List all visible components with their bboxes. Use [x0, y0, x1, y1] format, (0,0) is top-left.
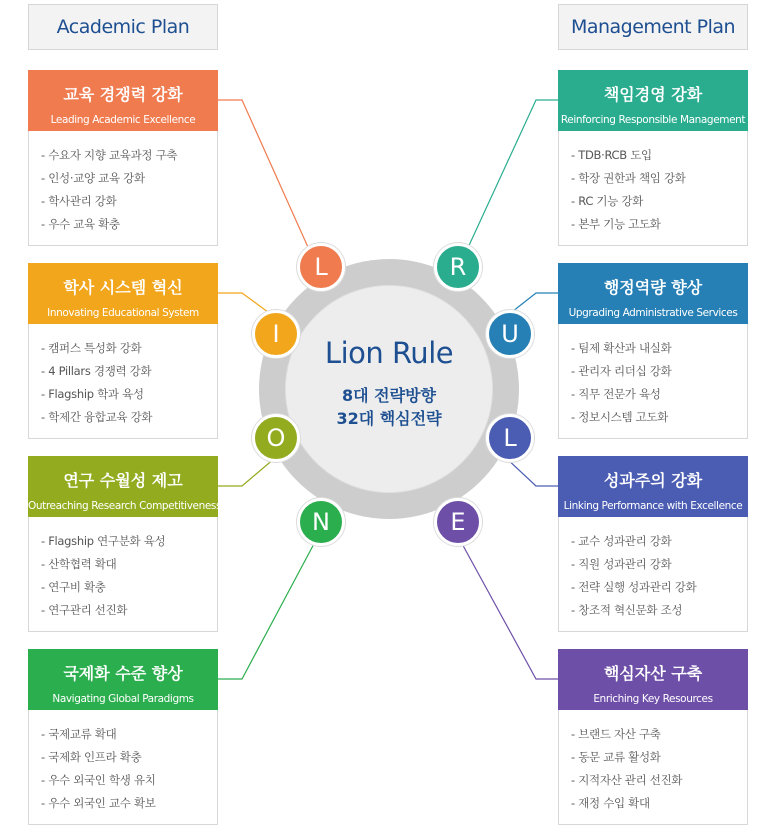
list-item: - 직원 성과관리 강화 [571, 556, 747, 579]
list-item: - 학사관리 강화 [41, 193, 217, 216]
card-title: 학사 시스템 혁신 [63, 278, 183, 297]
list-item: - 국제화 인프라 확충 [41, 749, 217, 772]
card-subtitle: Reinforcing Responsible Management [560, 114, 746, 126]
list-item: - 동문 교류 활성화 [571, 749, 747, 772]
list-item: - RC 기능 강화 [571, 193, 747, 216]
card-body [28, 131, 218, 246]
connector-r [460, 100, 558, 265]
list-item: - 우수 외국인 교수 확보 [41, 795, 217, 818]
connector-o [218, 458, 275, 486]
center-circle [285, 285, 493, 493]
card-header [28, 263, 218, 324]
card-subtitle: Upgrading Administrative Services [568, 307, 738, 319]
card-header [28, 70, 218, 131]
list-item: - 우수 교육 확충 [41, 216, 217, 239]
list-item: - 팀제 확산과 내실화 [571, 340, 747, 363]
connector-i [218, 293, 272, 315]
card-header [558, 263, 748, 324]
list-item: - 연구비 확충 [41, 579, 217, 602]
list-item: - 본부 기능 고도화 [571, 216, 747, 239]
card-header [28, 649, 218, 710]
list-item: - 전략 실행 성과관리 강화 [571, 579, 747, 602]
list-item: - 학제간 융합교육 강화 [41, 409, 217, 432]
card-leading-academic-excellence [28, 70, 218, 246]
card-upgrading-administrative-services [558, 263, 748, 439]
card-body [28, 324, 218, 439]
list-item: - 연구관리 선진화 [41, 602, 217, 625]
card-body [558, 517, 748, 632]
list-item: - 우수 외국인 학생 유치 [41, 772, 217, 795]
list-item: - 재정 수입 확대 [571, 795, 747, 818]
list-item: - TDB·RCB 도입 [571, 147, 747, 170]
card-title: 핵심자산 구축 [603, 664, 703, 683]
card-title: 성과주의 강화 [603, 471, 703, 490]
academic-plan-header: Academic Plan [28, 4, 218, 50]
card-header [558, 649, 748, 710]
center-title: Lion Rule [324, 336, 454, 370]
card-title: 책임경영 강화 [603, 85, 703, 104]
list-item: - 수요자 지향 교육과정 구축 [41, 147, 217, 170]
connector-l2 [506, 458, 558, 486]
list-item: - Flagship 연구분화 육성 [41, 533, 217, 556]
letter-i-circle: I [252, 310, 300, 358]
card-subtitle: Leading Academic Excellence [50, 114, 196, 126]
card-body [28, 517, 218, 632]
card-title: 연구 수월성 제고 [63, 471, 183, 490]
card-header [28, 456, 222, 517]
list-item: - 4 Pillars 경쟁력 강화 [41, 363, 217, 386]
list-item: - 캠퍼스 특성화 강화 [41, 340, 217, 363]
center-line-1: 8대 전략방향 [342, 386, 436, 405]
card-header [558, 456, 748, 517]
list-item: - 지적자산 관리 선진화 [571, 772, 747, 795]
card-subtitle: Enriching Key Resources [593, 693, 713, 705]
card-body [28, 710, 218, 825]
card-navigating-global-paradigms [28, 649, 218, 825]
list-item: - 브랜드 자산 구축 [571, 726, 747, 749]
card-title: 교육 경쟁력 강화 [63, 85, 183, 104]
list-item: - 교수 성과관리 강화 [571, 533, 747, 556]
list-item: - 창조적 혁신문화 조성 [571, 602, 747, 625]
list-item: - Flagship 학과 육성 [41, 386, 217, 409]
management-plan-header: Management Plan [558, 4, 748, 50]
card-body [558, 710, 748, 825]
list-item: - 국제교류 확대 [41, 726, 217, 749]
card-body [558, 131, 748, 246]
card-title: 행정역량 향상 [603, 278, 703, 297]
list-item: - 산학협력 확대 [41, 556, 217, 579]
letter-l2-circle: L [486, 414, 534, 462]
card-subtitle: Innovating Educational System [47, 307, 199, 319]
connector-n [218, 540, 316, 679]
card-enriching-key-resources [558, 649, 748, 825]
card-subtitle: Outreaching Research Competitiveness [28, 500, 222, 512]
connector-e [460, 540, 558, 679]
list-item: - 정보시스템 고도화 [571, 409, 747, 432]
list-item: - 인성·교양 교육 강화 [41, 170, 217, 193]
card-body [558, 324, 748, 439]
card-header [558, 70, 748, 131]
connector-l1 [218, 100, 316, 265]
letter-n-circle: N [297, 498, 345, 546]
letter-e-circle: E [434, 498, 482, 546]
card-outreaching-research [28, 456, 222, 632]
center-line-2: 32대 핵심전략 [336, 409, 442, 428]
card-title: 국제화 수준 향상 [63, 664, 183, 683]
card-subtitle: Linking Performance with Excellence [563, 500, 743, 512]
letter-o-circle: O [252, 414, 300, 462]
list-item: - 학장 권한과 책임 강화 [571, 170, 747, 193]
card-reinforcing-responsible-management [558, 70, 748, 246]
letter-u-circle: U [486, 310, 534, 358]
center-subtitle [286, 384, 492, 430]
list-item: - 직무 전문가 육성 [571, 386, 747, 409]
card-linking-performance [558, 456, 748, 632]
card-subtitle: Navigating Global Paradigms [52, 693, 194, 705]
letter-l-circle: L [297, 243, 345, 291]
list-item: - 관리자 리더십 강화 [571, 363, 747, 386]
card-innovating-educational-system [28, 263, 218, 439]
letter-r-circle: R [434, 243, 482, 291]
